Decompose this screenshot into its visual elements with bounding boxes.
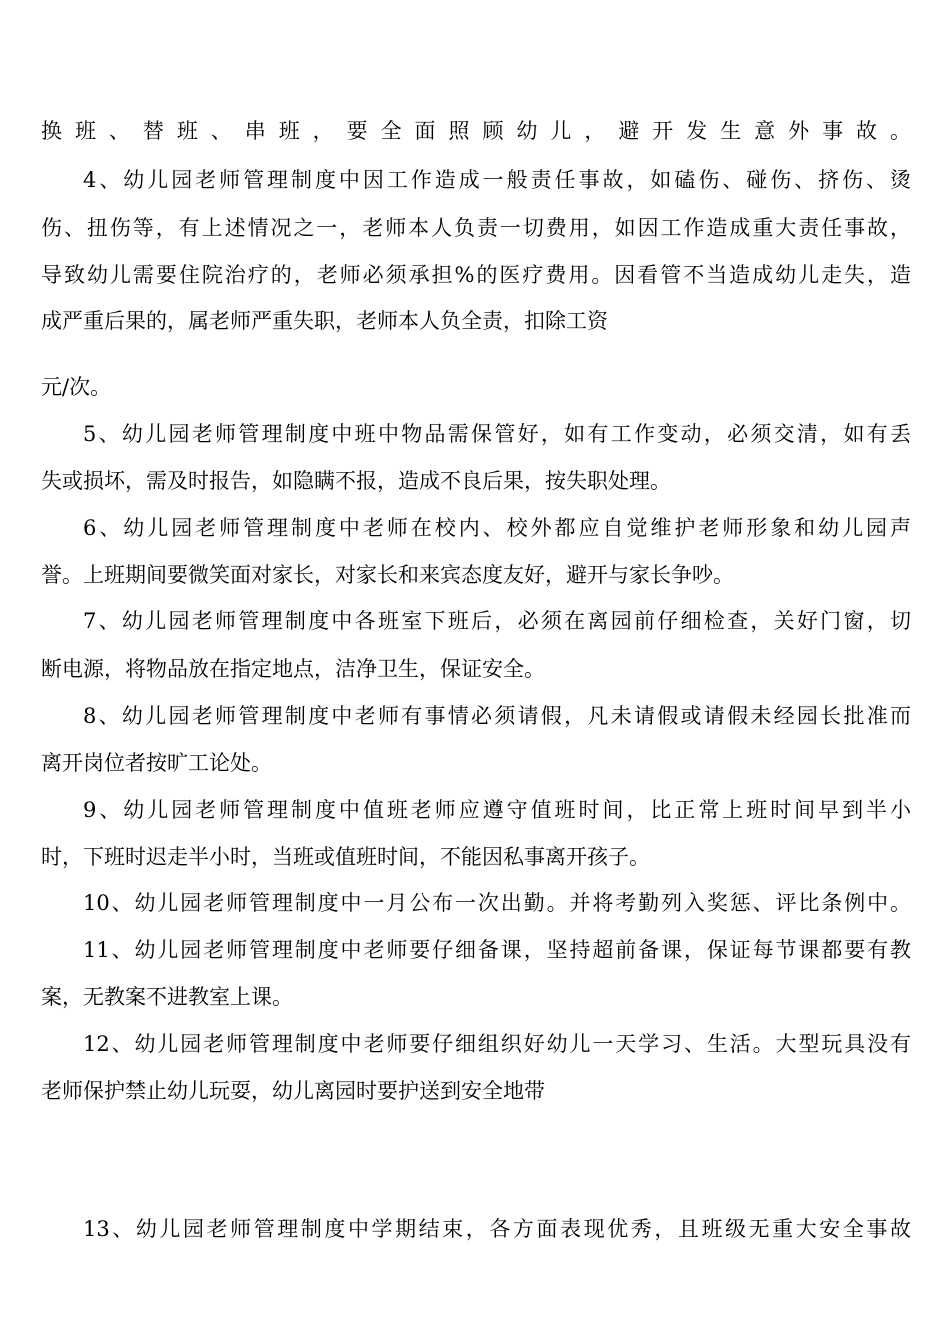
text-line: 10、幼儿园老师管理制度中一月公布一次出勤。并将考勤列入奖惩、评比条例中。	[83, 891, 911, 915]
text-line: 11、幼儿园老师管理制度中老师要仔细备课，坚持超前备课，保证每节课都要有教	[83, 938, 911, 962]
text-line: 6、幼儿园老师管理制度中老师在校内、校外都应自觉维护老师形象和幼儿园声	[83, 516, 911, 540]
text-line: 誉。上班期间要微笑面对家长，对家长和来宾态度友好，避开与家长争吵。	[41, 563, 734, 587]
text-line: 13、幼儿园老师管理制度中学期结束，各方面表现优秀，且班级无重大安全事故	[83, 1217, 911, 1241]
text-line: 断电源，将物品放在指定地点，洁净卫生，保证安全。	[41, 657, 545, 681]
text-line: 8、幼儿园老师管理制度中老师有事情必须请假，凡未请假或请假未经园长批准而	[83, 704, 911, 728]
text-line: 元/次。	[41, 375, 112, 399]
text-line: 4、幼儿园老师管理制度中因工作造成一般责任事故，如磕伤、碰伤、挤伤、烫	[83, 168, 911, 192]
text-line: 12、幼儿园老师管理制度中老师要仔细组织好幼儿一天学习、生活。大型玩具没有	[83, 1032, 911, 1056]
text-line: 失或损坏，需及时报告，如隐瞒不报，造成不良后果，按失职处理。	[41, 469, 671, 493]
text-line: 成严重后果的，属老师严重失职，老师本人负全责，扣除工资	[41, 309, 608, 333]
text-line: 离开岗位者按旷工论处。	[41, 751, 272, 775]
text-line: 老师保护禁止幼儿玩耍，幼儿离园时要护送到安全地带	[41, 1079, 545, 1103]
text-line: 案，无教案不进教室上课。	[41, 985, 293, 1009]
text-line: 9、幼儿园老师管理制度中值班老师应遵守值班时间，比正常上班时间早到半小	[83, 798, 911, 822]
text-line: 7、幼儿园老师管理制度中各班室下班后，必须在离园前仔细检查，关好门窗，切	[83, 609, 911, 633]
text-line: 5、幼儿园老师管理制度中班中物品需保管好，如有工作变动，必须交清，如有丢	[83, 422, 911, 446]
text-line: 时，下班时迟走半小时，当班或值班时间，不能因私事离开孩子。	[41, 845, 650, 869]
text-line: 换班、替班、串班，要全面照顾幼儿，避开发生意外事故。	[41, 119, 911, 143]
text-line: 导致幼儿需要住院治疗的，老师必须承担%的医疗费用。因看管不当造成幼儿走失，造	[41, 263, 911, 287]
text-line: 伤、扭伤等，有上述情况之一，老师本人负责一切费用，如因工作造成重大责任事故，	[41, 216, 911, 240]
